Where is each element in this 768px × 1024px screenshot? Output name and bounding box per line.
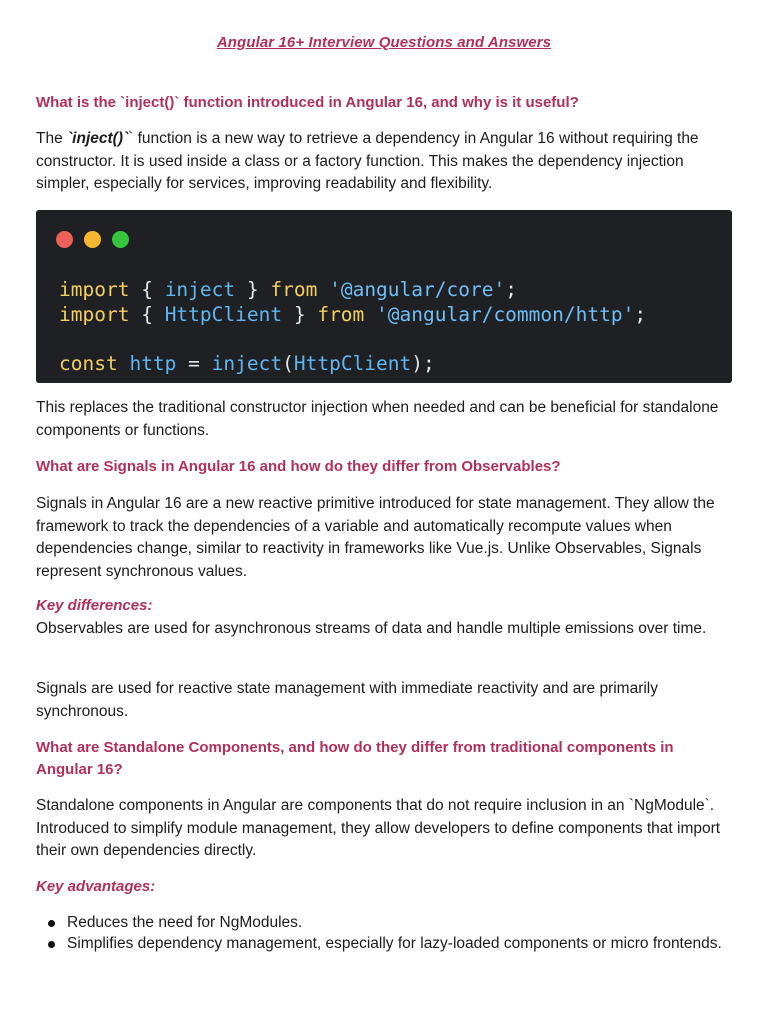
- key-differences-label: Key differences:: [36, 597, 153, 614]
- code-line-3: const http = inject(HttpClient);: [59, 352, 435, 375]
- question-inject: What is the `inject()` function introduced in Angular 16, and why is it useful?: [36, 94, 579, 111]
- key-advantages-label: Key advantages:: [36, 878, 156, 895]
- answer-signals: Signals in Angular 16 are a new reactive primitive introduced for state management. They allow the framework to track the dependencies of a variable and automatically recompute values when dependencies change, similar to reactivity in frameworks like Vue.js. Unlike Observables, Signals represent synchronous values.: [36, 495, 715, 580]
- code-line-2: import { HttpClient } from '@angular/common/http';: [59, 303, 647, 326]
- window-close-dot-icon: [56, 231, 73, 248]
- answer-inject: The `inject()`` function is a new way to retrieve a dependency in Angular 16 without requiring the constructor. It is used inside a class or a factory function. This makes the dependency injection simpler, especially for services, improving readability and flexibility.: [36, 130, 699, 192]
- question-signals: What are Signals in Angular 16 and how do they differ from Observables?: [36, 458, 561, 475]
- followup-inject: This replaces the traditional constructor injection when needed and can be beneficial for standalone components or functions.: [36, 399, 719, 439]
- difference-signals: Signals are used for reactive state management with immediate reactivity and are primarily synchronous.: [36, 680, 658, 720]
- question-standalone: What are Standalone Components, and how do they differ from traditional components in Angular 16?: [36, 739, 674, 778]
- code-line-1: import { inject } from '@angular/core';: [59, 278, 517, 301]
- window-maximize-dot-icon: [112, 231, 129, 248]
- advantages-list: [36, 913, 732, 954]
- document-title: Angular 16+ Interview Questions and Answers: [216, 34, 552, 51]
- difference-observables: Observables are used for asynchronous streams of data and handle multiple emissions over time.: [36, 620, 707, 637]
- answer-standalone: Standalone components in Angular are components that do not require inclusion in an `NgModule`. Introduced to simplify module management, they allow developers to define components that import their own dependencies directly.: [36, 797, 721, 859]
- code-block: [36, 210, 732, 383]
- window-minimize-dot-icon: [84, 231, 101, 248]
- list-item: Simplifies dependency management, especially for lazy-loaded components or micro frontends.: [36, 934, 732, 955]
- inline-code-inject: `inject()`: [67, 130, 129, 147]
- list-item: Reduces the need for NgModules.: [36, 913, 732, 934]
- bullet-icon: [48, 941, 55, 948]
- bullet-icon: [48, 920, 55, 927]
